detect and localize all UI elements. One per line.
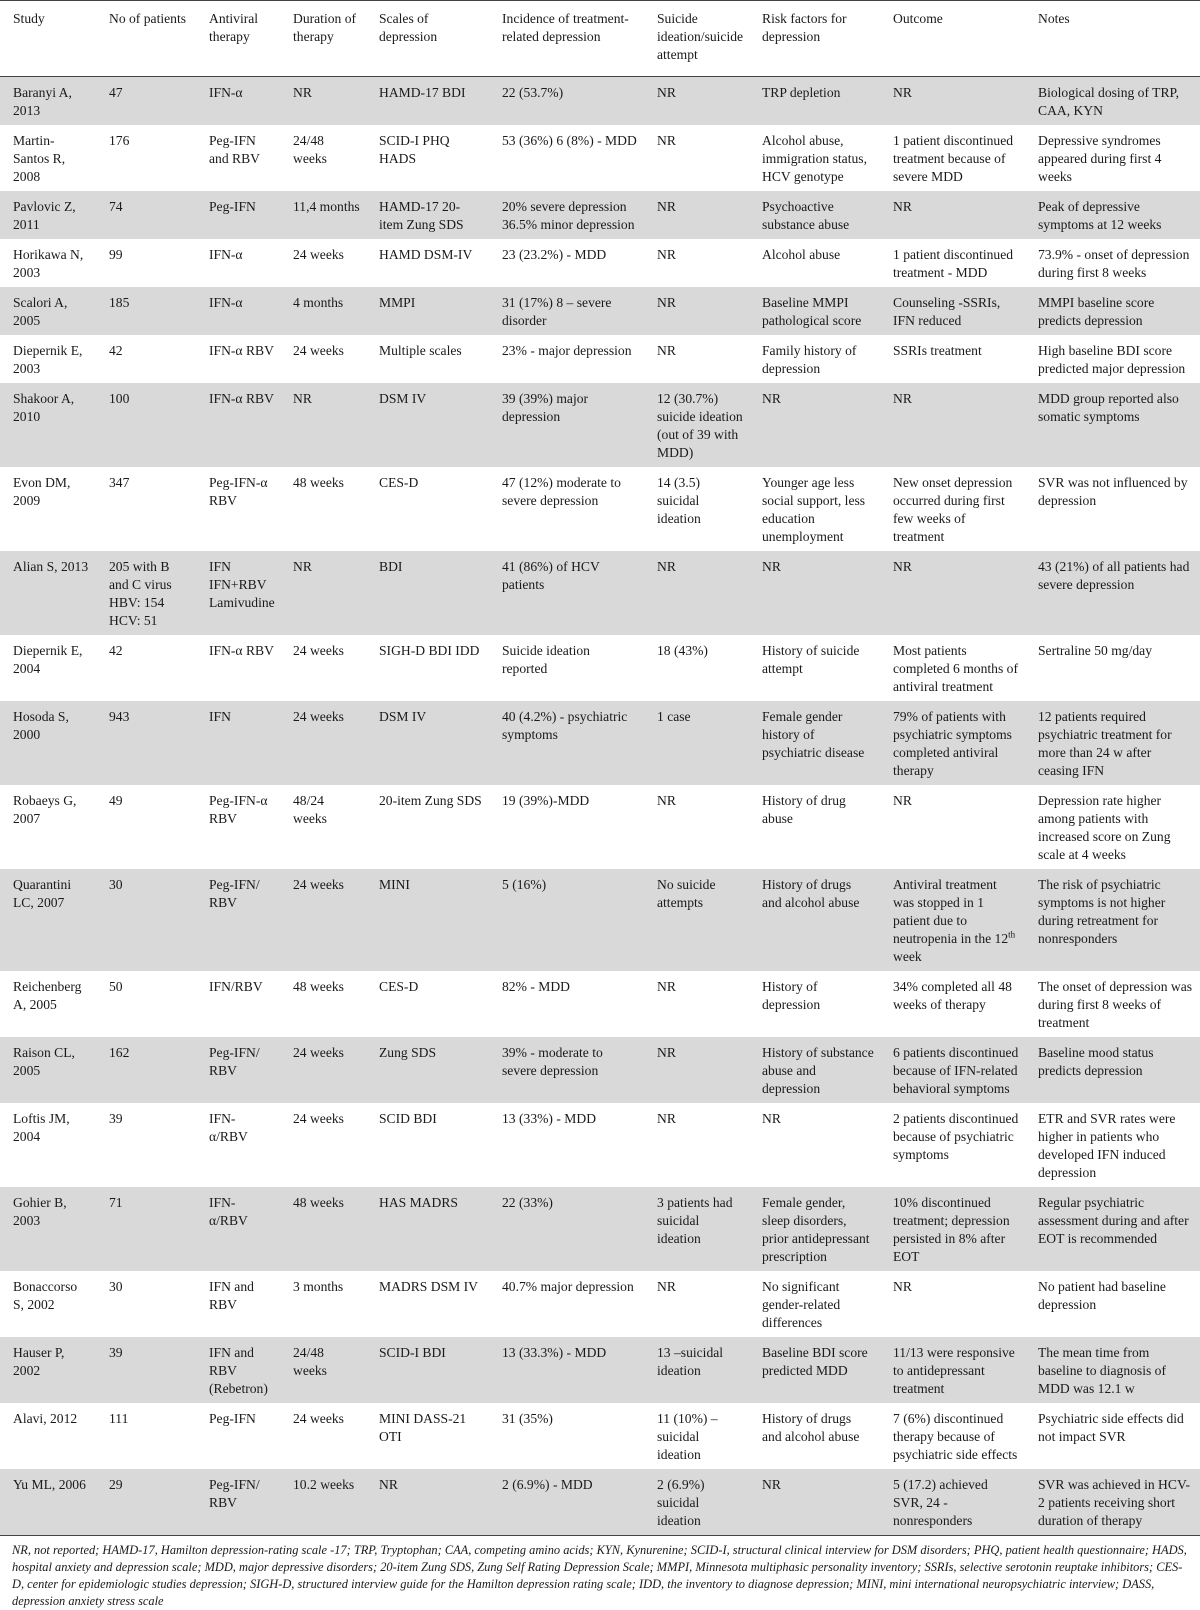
table-row — [0, 335, 1200, 383]
cell-outcome: New onset depression occurred during first few weeks of treatment — [880, 467, 1025, 551]
cell-outcome: 10% discontinued treatment; depression persisted in 8% after EOT — [880, 1187, 1025, 1271]
cell-duration: 48 weeks — [280, 1187, 366, 1271]
cell-scales: SIGH-D BDI IDD — [366, 635, 489, 701]
cell-suicide: 12 (30.7%) suicide ideation (out of 39 with MDD) — [644, 383, 749, 467]
cell-antiviral-therapy: Peg-IFN-α RBV — [196, 467, 280, 551]
header-scales: Scales of depression — [366, 1, 489, 77]
cell-incidence: 2 (6.9%) - MDD — [489, 1469, 644, 1536]
cell-risk-factors: History of drugs and alcohol abuse — [749, 869, 880, 971]
header-notes: Notes — [1025, 1, 1200, 77]
cell-outcome: SSRIs treatment — [880, 335, 1025, 383]
cell-outcome: 5 (17.2) achieved SVR, 24 - nonresponders — [880, 1469, 1025, 1536]
cell-antiviral-therapy: Peg-IFN — [196, 191, 280, 239]
cell-no-of-patients: 100 — [96, 383, 196, 467]
table-row — [0, 1037, 1200, 1103]
cell-no-of-patients: 49 — [96, 785, 196, 869]
cell-notes: Sertraline 50 mg/day — [1025, 635, 1200, 701]
cell-notes: ETR and SVR rates were higher in patients who developed IFN induced depression — [1025, 1103, 1200, 1187]
cell-no-of-patients: 162 — [96, 1037, 196, 1103]
cell-antiviral-therapy: IFN — [196, 701, 280, 785]
cell-no-of-patients: 943 — [96, 701, 196, 785]
header-study: Study — [0, 1, 96, 77]
cell-outcome: NR — [880, 191, 1025, 239]
table-footnote: NR, not reported; HAMD-17, Hamilton depression-rating scale -17; TRP, Tryptophan; CAA, competing amino acids; KYN, Kynurenine; SCID-I, structural clinical interview for DSM disorders; PHQ, patient health questionnaire; HADS, hospital anxiety and depression scale; MDD, major depressive disorders; 20-item Zung SDS, Zung Self Rating Depression Scale; MMPI, Minnesota multiphasic personality inventory; SSRIs, selective serotonin reuptake inhibitors; CES-D, center for epidemiologic studies depression; SIGH-D, structured interview guide for the Hamilton depression rating scale; IDD, the inventory to diagnose depression; MINI, mini international neuropsychiatric interview; DASS, depression anxiety stress scale — [12, 1543, 1187, 1608]
cell-study: Robaeys G, 2007 — [0, 785, 96, 869]
cell-antiviral-therapy: IFN-α RBV — [196, 635, 280, 701]
cell-incidence: 22 (33%) — [489, 1187, 644, 1271]
cell-notes: Biological dosing of TRP, CAA, KYN — [1025, 77, 1200, 126]
cell-scales: MINI — [366, 869, 489, 971]
cell-notes: MDD group reported also somatic symptoms — [1025, 383, 1200, 467]
cell-scales: SCID-I PHQ HADS — [366, 125, 489, 191]
cell-risk-factors: NR — [749, 383, 880, 467]
cell-incidence: 31 (35%) — [489, 1403, 644, 1469]
cell-incidence: 31 (17%) 8 – severe disorder — [489, 287, 644, 335]
cell-suicide: 2 (6.9%) suicidal ideation — [644, 1469, 749, 1536]
cell-scales: Zung SDS — [366, 1037, 489, 1103]
cell-outcome: Most patients completed 6 months of antiviral treatment — [880, 635, 1025, 701]
cell-notes: The onset of depression was during first 8 weeks of treatment — [1025, 971, 1200, 1037]
cell-incidence: 23 (23.2%) - MDD — [489, 239, 644, 287]
cell-outcome: Counseling -SSRIs, IFN reduced — [880, 287, 1025, 335]
table-row — [0, 1103, 1200, 1187]
cell-notes: SVR was achieved in HCV- 2 patients receiving short duration of therapy — [1025, 1469, 1200, 1536]
cell-risk-factors: NR — [749, 1469, 880, 1536]
cell-suicide: NR — [644, 1271, 749, 1337]
header-no-of-patients: No of patients — [96, 1, 196, 77]
cell-scales: CES-D — [366, 467, 489, 551]
cell-notes: Baseline mood status predicts depression — [1025, 1037, 1200, 1103]
table-row — [0, 77, 1200, 126]
table-row — [0, 1271, 1200, 1337]
cell-study: Horikawa N, 2003 — [0, 239, 96, 287]
cell-no-of-patients: 74 — [96, 191, 196, 239]
cell-notes: 43 (21%) of all patients had severe depression — [1025, 551, 1200, 635]
cell-study: Diepernik E, 2003 — [0, 335, 96, 383]
cell-scales: NR — [366, 1469, 489, 1536]
cell-suicide: 11 (10%) – suicidal ideation — [644, 1403, 749, 1469]
table-row — [0, 635, 1200, 701]
table-row — [0, 287, 1200, 335]
table-row — [0, 1469, 1200, 1536]
cell-antiviral-therapy: Peg-IFN/ RBV — [196, 1469, 280, 1536]
cell-risk-factors: History of drugs and alcohol abuse — [749, 1403, 880, 1469]
cell-no-of-patients: 176 — [96, 125, 196, 191]
cell-scales: DSM IV — [366, 383, 489, 467]
cell-incidence: 20% severe depression 36.5% minor depression — [489, 191, 644, 239]
cell-suicide: NR — [644, 239, 749, 287]
cell-risk-factors: Younger age less social support, less education unemployment — [749, 467, 880, 551]
cell-outcome: NR — [880, 1271, 1025, 1337]
cell-notes: Depression rate higher among patients with increased score on Zung scale at 4 weeks — [1025, 785, 1200, 869]
cell-suicide: NR — [644, 125, 749, 191]
cell-suicide: NR — [644, 785, 749, 869]
cell-antiviral-therapy: IFN-α — [196, 239, 280, 287]
table-row — [0, 383, 1200, 467]
cell-study: Alavi, 2012 — [0, 1403, 96, 1469]
cell-risk-factors: NR — [749, 551, 880, 635]
cell-duration: 24 weeks — [280, 1037, 366, 1103]
cell-study: Hosoda S, 2000 — [0, 701, 96, 785]
cell-incidence: 23% - major depression — [489, 335, 644, 383]
table-row — [0, 191, 1200, 239]
cell-study: Gohier B, 2003 — [0, 1187, 96, 1271]
cell-suicide: NR — [644, 1037, 749, 1103]
cell-outcome: NR — [880, 383, 1025, 467]
cell-outcome: Antiviral treatment was stopped in 1 patient due to neutropenia in the 12th week — [880, 869, 1025, 971]
cell-suicide: NR — [644, 287, 749, 335]
cell-suicide: No suicide attempts — [644, 869, 749, 971]
cell-outcome: 2 patients discontinued because of psychiatric symptoms — [880, 1103, 1025, 1187]
cell-incidence: 22 (53.7%) — [489, 77, 644, 126]
cell-suicide: NR — [644, 971, 749, 1037]
cell-outcome: NR — [880, 551, 1025, 635]
cell-study: Scalori A, 2005 — [0, 287, 96, 335]
cell-incidence: 5 (16%) — [489, 869, 644, 971]
cell-antiviral-therapy: IFN-α RBV — [196, 335, 280, 383]
cell-suicide: NR — [644, 77, 749, 126]
cell-duration: 4 months — [280, 287, 366, 335]
cell-incidence: 39 (39%) major depression — [489, 383, 644, 467]
cell-study: Alian S, 2013 — [0, 551, 96, 635]
cell-risk-factors: Alcohol abuse, immigration status, HCV genotype — [749, 125, 880, 191]
table-row — [0, 125, 1200, 191]
cell-study: Evon DM, 2009 — [0, 467, 96, 551]
cell-scales: HAMD-17 20-item Zung SDS — [366, 191, 489, 239]
cell-scales: HAS MADRS — [366, 1187, 489, 1271]
cell-study: Pavlovic Z, 2011 — [0, 191, 96, 239]
cell-scales: MMPI — [366, 287, 489, 335]
cell-outcome: 1 patient discontinued treatment because of severe MDD — [880, 125, 1025, 191]
cell-risk-factors: History of substance abuse and depression — [749, 1037, 880, 1103]
cell-notes: 73.9% - onset of depression during first 8 weeks — [1025, 239, 1200, 287]
cell-study: Quarantini LC, 2007 — [0, 869, 96, 971]
cell-scales: HAMD-17 BDI — [366, 77, 489, 126]
cell-incidence: 53 (36%) 6 (8%) - MDD — [489, 125, 644, 191]
cell-antiviral-therapy: IFN and RBV (Rebetron) — [196, 1337, 280, 1403]
cell-incidence: 82% - MDD — [489, 971, 644, 1037]
cell-antiviral-therapy: Peg-IFN-α RBV — [196, 785, 280, 869]
cell-incidence: 47 (12%) moderate to severe depression — [489, 467, 644, 551]
cell-risk-factors: TRP depletion — [749, 77, 880, 126]
cell-scales: CES-D — [366, 971, 489, 1037]
cell-outcome: 79% of patients with psychiatric symptoms completed antiviral therapy — [880, 701, 1025, 785]
cell-risk-factors: Family history of depression — [749, 335, 880, 383]
cell-no-of-patients: 47 — [96, 77, 196, 126]
cell-risk-factors: History of depression — [749, 971, 880, 1037]
header-antiviral-therapy: Antiviral therapy — [196, 1, 280, 77]
cell-suicide: NR — [644, 1103, 749, 1187]
cell-antiviral-therapy: IFN-α/RBV — [196, 1103, 280, 1187]
cell-antiviral-therapy: IFN and RBV — [196, 1271, 280, 1337]
cell-no-of-patients: 99 — [96, 239, 196, 287]
cell-outcome: 6 patients discontinued because of IFN-related behavioral symptoms — [880, 1037, 1025, 1103]
cell-duration: 24/48 weeks — [280, 125, 366, 191]
cell-duration: 24 weeks — [280, 635, 366, 701]
cell-scales: MINI DASS-21 OTI — [366, 1403, 489, 1469]
cell-incidence: 40.7% major depression — [489, 1271, 644, 1337]
cell-no-of-patients: 205 with B and C virus HBV: 154 HCV: 51 — [96, 551, 196, 635]
cell-study: Yu ML, 2006 — [0, 1469, 96, 1536]
cell-outcome: 11/13 were responsive to antidepressant treatment — [880, 1337, 1025, 1403]
cell-scales: SCID-I BDI — [366, 1337, 489, 1403]
cell-outcome: 7 (6%) discontinued therapy because of psychiatric side effects — [880, 1403, 1025, 1469]
cell-no-of-patients: 30 — [96, 869, 196, 971]
table-body — [0, 77, 1200, 1536]
cell-duration: 10.2 weeks — [280, 1469, 366, 1536]
table-row — [0, 1403, 1200, 1469]
cell-duration: 48/24 weeks — [280, 785, 366, 869]
table-row — [0, 467, 1200, 551]
cell-duration: NR — [280, 383, 366, 467]
cell-study: Raison CL, 2005 — [0, 1037, 96, 1103]
cell-no-of-patients: 39 — [96, 1337, 196, 1403]
cell-duration: 24/48 weeks — [280, 1337, 366, 1403]
cell-antiviral-therapy: IFN IFN+RBV Lamivudine — [196, 551, 280, 635]
cell-notes: SVR was not influenced by depression — [1025, 467, 1200, 551]
cell-study: Martin-Santos R, 2008 — [0, 125, 96, 191]
cell-suicide: NR — [644, 335, 749, 383]
cell-antiviral-therapy: Peg-IFN and RBV — [196, 125, 280, 191]
table-row — [0, 239, 1200, 287]
cell-suicide: NR — [644, 551, 749, 635]
cell-risk-factors: Baseline BDI score predicted MDD — [749, 1337, 880, 1403]
cell-study: Loftis JM, 2004 — [0, 1103, 96, 1187]
cell-duration: 24 weeks — [280, 239, 366, 287]
cell-risk-factors: Female gender, sleep disorders, prior antidepressant prescription — [749, 1187, 880, 1271]
cell-suicide: 1 case — [644, 701, 749, 785]
cell-risk-factors: Baseline MMPI pathological score — [749, 287, 880, 335]
header-incidence: Incidence of treatment-related depression — [489, 1, 644, 77]
cell-antiviral-therapy: IFN/RBV — [196, 971, 280, 1037]
cell-suicide: 3 patients had suicidal ideation — [644, 1187, 749, 1271]
cell-notes: Depressive syndromes appeared during first 4 weeks — [1025, 125, 1200, 191]
table-row — [0, 971, 1200, 1037]
cell-incidence: 40 (4.2%) - psychiatric symptoms — [489, 701, 644, 785]
cell-suicide: 14 (3.5) suicidal ideation — [644, 467, 749, 551]
cell-no-of-patients: 50 — [96, 971, 196, 1037]
cell-outcome: 1 patient discontinued treatment - MDD — [880, 239, 1025, 287]
cell-notes: The mean time from baseline to diagnosis of MDD was 12.1 w — [1025, 1337, 1200, 1403]
cell-antiviral-therapy: Peg-IFN/ RBV — [196, 1037, 280, 1103]
cell-outcome: NR — [880, 77, 1025, 126]
cell-duration: 11,4 months — [280, 191, 366, 239]
cell-notes: MMPI baseline score predicts depression — [1025, 287, 1200, 335]
cell-no-of-patients: 29 — [96, 1469, 196, 1536]
cell-scales: DSM IV — [366, 701, 489, 785]
table-header — [0, 1, 1200, 77]
cell-notes: The risk of psychiatric symptoms is not higher during retreatment for nonresponders — [1025, 869, 1200, 971]
cell-duration: 3 months — [280, 1271, 366, 1337]
cell-suicide: 18 (43%) — [644, 635, 749, 701]
cell-notes: 12 patients required psychiatric treatment for more than 24 w after ceasing IFN — [1025, 701, 1200, 785]
cell-antiviral-therapy: Peg-IFN — [196, 1403, 280, 1469]
cell-risk-factors: History of suicide attempt — [749, 635, 880, 701]
cell-study: Shakoor A, 2010 — [0, 383, 96, 467]
cell-antiviral-therapy: IFN-α RBV — [196, 383, 280, 467]
cell-duration: 48 weeks — [280, 467, 366, 551]
cell-risk-factors: History of drug abuse — [749, 785, 880, 869]
cell-risk-factors: Psychoactive substance abuse — [749, 191, 880, 239]
header-duration: Duration of therapy — [280, 1, 366, 77]
cell-scales: HAMD DSM-IV — [366, 239, 489, 287]
cell-suicide: 13 –suicidal ideation — [644, 1337, 749, 1403]
table-row — [0, 869, 1200, 971]
cell-duration: 24 weeks — [280, 701, 366, 785]
table-row — [0, 1187, 1200, 1271]
cell-duration: 48 weeks — [280, 971, 366, 1037]
cell-scales: MADRS DSM IV — [366, 1271, 489, 1337]
cell-duration: 24 weeks — [280, 869, 366, 971]
cell-incidence: 19 (39%)-MDD — [489, 785, 644, 869]
cell-notes: High baseline BDI score predicted major depression — [1025, 335, 1200, 383]
cell-no-of-patients: 42 — [96, 635, 196, 701]
cell-scales: Multiple scales — [366, 335, 489, 383]
cell-study: Diepernik E, 2004 — [0, 635, 96, 701]
cell-duration: 24 weeks — [280, 1403, 366, 1469]
cell-risk-factors: NR — [749, 1103, 880, 1187]
cell-study: Baranyi A, 2013 — [0, 77, 96, 126]
cell-risk-factors: Female gender history of psychiatric disease — [749, 701, 880, 785]
header-risk-factors: Risk factors for depression — [749, 1, 880, 77]
cell-incidence: 41 (86%) of HCV patients — [489, 551, 644, 635]
cell-no-of-patients: 42 — [96, 335, 196, 383]
table-row — [0, 785, 1200, 869]
cell-study: Bonaccorso S, 2002 — [0, 1271, 96, 1337]
cell-notes: Psychiatric side effects did not impact SVR — [1025, 1403, 1200, 1469]
cell-notes: No patient had baseline depression — [1025, 1271, 1200, 1337]
cell-incidence: Suicide ideation reported — [489, 635, 644, 701]
table-row — [0, 1337, 1200, 1403]
cell-notes: Regular psychiatric assessment during and after EOT is recommended — [1025, 1187, 1200, 1271]
cell-no-of-patients: 347 — [96, 467, 196, 551]
header-outcome: Outcome — [880, 1, 1025, 77]
cell-study: Reichenberg A, 2005 — [0, 971, 96, 1037]
cell-incidence: 13 (33%) - MDD — [489, 1103, 644, 1187]
header-row — [0, 1, 1200, 77]
cell-scales: 20-item Zung SDS — [366, 785, 489, 869]
cell-duration: 24 weeks — [280, 1103, 366, 1187]
cell-outcome: NR — [880, 785, 1025, 869]
cell-risk-factors: No significant gender-related differences — [749, 1271, 880, 1337]
header-suicide: Suicide ideation/suicide attempt — [644, 1, 749, 77]
cell-suicide: NR — [644, 191, 749, 239]
cell-no-of-patients: 71 — [96, 1187, 196, 1271]
cell-risk-factors: Alcohol abuse — [749, 239, 880, 287]
cell-antiviral-therapy: IFN-α — [196, 77, 280, 126]
cell-duration: NR — [280, 77, 366, 126]
cell-antiviral-therapy: IFN-α — [196, 287, 280, 335]
cell-duration: 24 weeks — [280, 335, 366, 383]
cell-duration: NR — [280, 551, 366, 635]
cell-no-of-patients: 111 — [96, 1403, 196, 1469]
cell-study: Hauser P, 2002 — [0, 1337, 96, 1403]
cell-antiviral-therapy: IFN-α/RBV — [196, 1187, 280, 1271]
cell-antiviral-therapy: Peg-IFN/ RBV — [196, 869, 280, 971]
cell-scales: BDI — [366, 551, 489, 635]
table-row — [0, 701, 1200, 785]
cell-notes: Peak of depressive symptoms at 12 weeks — [1025, 191, 1200, 239]
cell-incidence: 13 (33.3%) - MDD — [489, 1337, 644, 1403]
cell-no-of-patients: 30 — [96, 1271, 196, 1337]
cell-outcome: 34% completed all 48 weeks of therapy — [880, 971, 1025, 1037]
cell-scales: SCID BDI — [366, 1103, 489, 1187]
cell-no-of-patients: 185 — [96, 287, 196, 335]
table-row — [0, 551, 1200, 635]
cell-incidence: 39% - moderate to severe depression — [489, 1037, 644, 1103]
cell-no-of-patients: 39 — [96, 1103, 196, 1187]
